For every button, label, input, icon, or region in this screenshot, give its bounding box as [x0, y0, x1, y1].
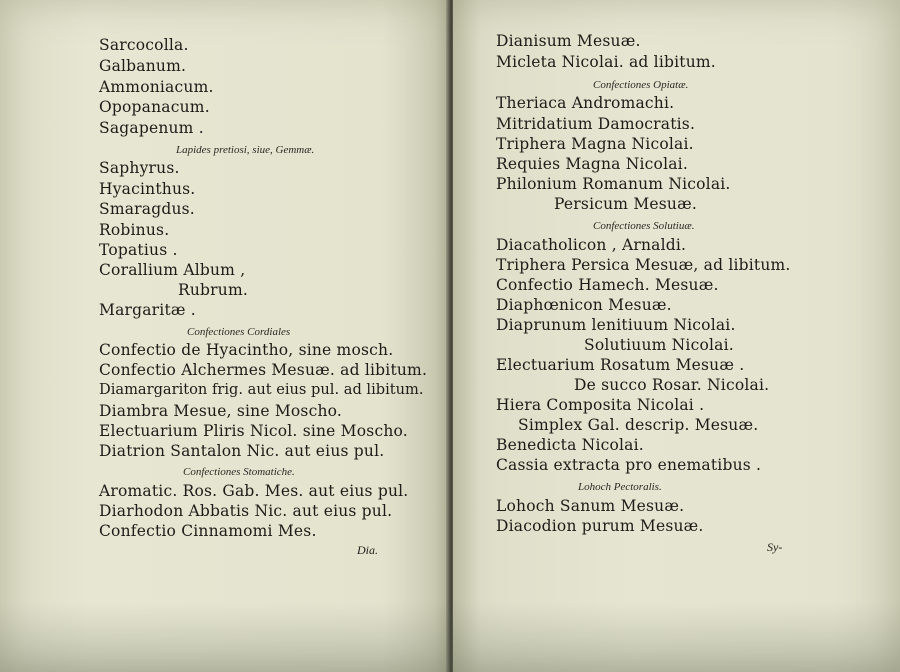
right-line: Confectio Hamech. Mesuæ. [496, 276, 719, 294]
right-line: Lohoch Sanum Mesuæ. [496, 497, 685, 515]
right-line: Micleta Nicolai. ad libitum. [496, 53, 716, 71]
catchword: Dia. [357, 543, 378, 557]
right-line: Diaprunum lenitiuum Nicolai. [496, 316, 736, 334]
left-line: Topatius . [99, 241, 178, 259]
left-line: Ammoniacum. [99, 78, 214, 96]
right-line: De succo Rosar. Nicolai. [574, 376, 770, 394]
right-line: Diacatholicon , Arnaldi. [496, 236, 687, 254]
right-line: Solutiuum Nicolai. [584, 336, 734, 354]
left-line: Confectio Cinnamomi Mes. [99, 522, 317, 540]
section-heading-pectoralis: Lohoch Pectoralis. [578, 481, 662, 493]
right-line: Benedicta Nicolai. [496, 436, 644, 454]
right-line: Triphera Persica Mesuæ, ad libitum. [496, 256, 791, 274]
section-heading-opiatae: Confectiones Opiatæ. [593, 79, 689, 91]
right-line: Persicum Mesuæ. [554, 195, 697, 213]
left-line: Galbanum. [99, 57, 187, 75]
left-line: Sarcocolla. [99, 36, 189, 54]
right-line: Dianisum Mesuæ. [496, 32, 641, 50]
section-heading-stomatiche: Confectiones Stomatiche. [183, 466, 295, 478]
page-bottom-shadow [0, 602, 900, 672]
section-heading-cordiales: Confectiones Cordiales [187, 326, 291, 338]
left-line: Hyacinthus. [99, 180, 196, 198]
left-line: Sagapenum . [99, 119, 204, 137]
right-line: Cassia extracta pro enematibus . [496, 456, 762, 474]
left-line: Margaritæ . [99, 301, 196, 319]
left-line: Confectio Alchermes Mesuæ. ad libitum. [99, 361, 428, 379]
left-line: Rubrum. [178, 281, 248, 299]
left-line: Diarhodon Abbatis Nic. aut eius pul. [99, 502, 393, 520]
right-line: Electuarium Rosatum Mesuæ . [496, 356, 745, 374]
left-page [0, 0, 449, 672]
left-line: Diambra Mesue, sine Moscho. [99, 402, 343, 420]
right-line: Diaphœnicon Mesuæ. [496, 296, 672, 314]
left-line: Electuarium Pliris Nicol. sine Moscho. [99, 422, 408, 440]
right-line: Simplex Gal. descrip. Mesuæ. [518, 416, 759, 434]
left-line: Smaragdus. [99, 200, 195, 218]
right-line: Mitridatium Damocratis. [496, 115, 696, 133]
left-line: Diatrion Santalon Nic. aut eius pul. [99, 442, 385, 460]
right-line: Theriaca Andromachi. [496, 94, 675, 112]
right-line: Philonium Romanum Nicolai. [496, 175, 731, 193]
right-line: Diacodion purum Mesuæ. [496, 517, 704, 535]
right-line: Hiera Composita Nicolai . [496, 396, 705, 414]
left-line: Aromatic. Ros. Gab. Mes. aut eius pul. [99, 482, 409, 500]
left-line: Robinus. [99, 221, 170, 239]
right-line: Requies Magna Nicolai. [496, 155, 688, 173]
left-line: Opopanacum. [99, 98, 210, 116]
section-heading-solutiuae: Confectiones Solutiuæ. [593, 220, 695, 232]
right-page [453, 0, 900, 672]
left-line: Confectio de Hyacintho, sine mosch. [99, 341, 394, 359]
left-line: Saphyrus. [99, 159, 180, 177]
right-line: Triphera Magna Nicolai. [496, 135, 694, 153]
section-heading-lapides: Lapides pretiosi, siue, Gemmæ. [176, 144, 315, 156]
left-line: Corallium Album , [99, 261, 246, 279]
left-line: Diamargariton frig. aut eius pul. ad libitum. [99, 381, 424, 398]
catchword: Sy- [767, 540, 783, 554]
